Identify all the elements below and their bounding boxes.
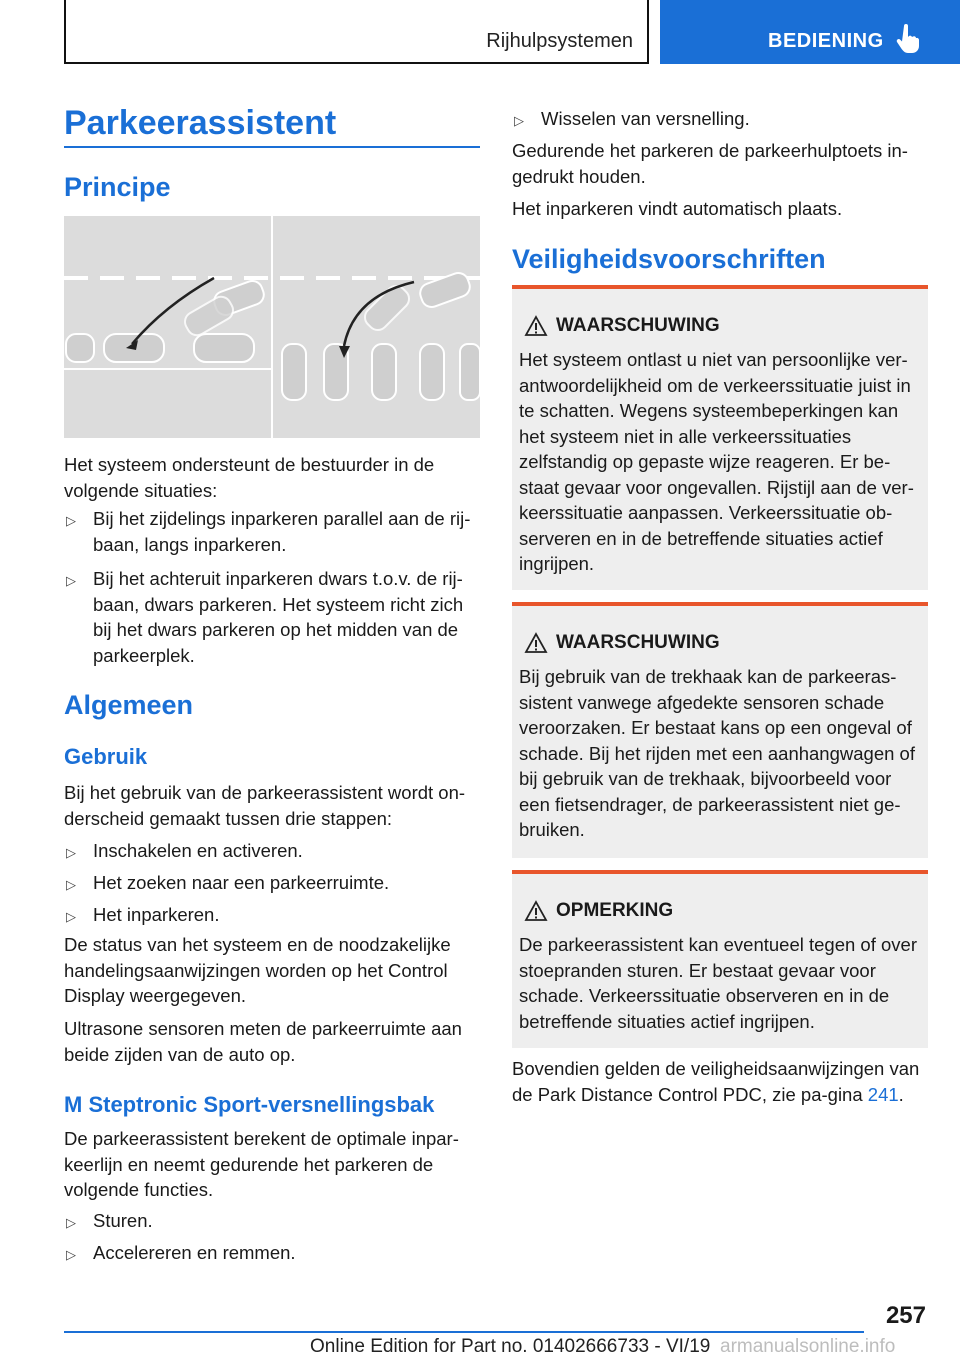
title-rule (64, 146, 480, 148)
list-item: ▷ Accelereren en remmen. (64, 1240, 480, 1266)
list-item: ▷ Sturen. (64, 1208, 480, 1234)
triangle-bullet-icon: ▷ (66, 845, 76, 860)
warning-triangle-icon (524, 900, 548, 922)
principe-intro: Het systeem ondersteunt de bestuurder in de volgende situaties: (64, 454, 435, 501)
heading-gebruik: Gebruik (64, 744, 148, 769)
header-section-title: Rijhulpsystemen (486, 30, 633, 52)
page-title: Parkeerassistent (64, 104, 337, 142)
page-link-241[interactable]: 241 (867, 1083, 899, 1105)
page-number: 257 (885, 1302, 926, 1329)
list-item: ▷ Het inparkeren. (64, 902, 480, 928)
heading-algemeen: Algemeen (64, 690, 194, 720)
warning-text: Het systeem ontlast u niet van persoonlijke ver-antwoordelijkheid om de verkeerssituatie juist in te schatten. Wegens systeembeperkingen kan het systeem niet in alle verkeerssituaties zelfstandig op gepaste wijze reageren. Er be-staat gevaar voor ongevallen. Rijstijl aan de ver-keerssituatie aanpassen. Verkeerssituatie ob-serveren en in de betreffende situaties actief ingrijpen. (519, 349, 914, 574)
warning-title: WAARSCHUWING (556, 315, 720, 336)
heading-principe: Principe (64, 172, 171, 202)
hold-text: Gedurende het parkeren de parkeerhulptoets in-gedrukt houden. (512, 140, 908, 187)
header-tab-bediening[interactable] (660, 0, 960, 64)
list-item: ▷ Wisselen van versnelling. (512, 106, 928, 132)
list-item: ▷ Het zoeken naar een parkeerruimte. (64, 870, 480, 896)
footer-edition: Online Edition for Part no. 01402666733 - VI/19 (310, 1336, 711, 1357)
list-item: ▷ Bij het achteruit inparkeren dwars t.o.v. de rij-baan, dwars parkeren. Het systeem richt zich bij het dwars parkeren op het midden van de parkeerplek. (66, 568, 464, 666)
triangle-bullet-icon: ▷ (66, 513, 76, 528)
triangle-bullet-icon: ▷ (66, 909, 76, 924)
header-tab-label: BEDIENING (768, 30, 884, 52)
triangle-bullet-icon: ▷ (66, 1247, 76, 1262)
warning-triangle-icon (524, 315, 548, 337)
triangle-bullet-icon: ▷ (66, 1215, 76, 1230)
status-text: De status van het systeem en de noodzakelijke handelingsaanwijzingen worden op het Control Display weergegeven. (64, 934, 451, 1006)
footer-watermark: armanualsonline.info (720, 1336, 896, 1357)
steptronic-text: De parkeerassistent berekent de optimale inpar-keerlijn en neemt gedurende het parkeren de volgende functies. (64, 1128, 459, 1200)
warning-title: WAARSCHUWING (556, 632, 720, 653)
warning-box (512, 285, 928, 590)
heading-veiligheid: Veiligheidsvoorschriften (512, 244, 826, 274)
triangle-bullet-icon: ▷ (514, 113, 524, 128)
header-section-box (64, 0, 649, 64)
warning-text: Bij gebruik van de trekhaak kan de parkeeras-sistent vanwege afgedekte sensoren schade veroorzaken. Er bestaat kans op een ongeval of schade. Bij het rijden met een aanhangwagen of bij gebruik van de trekhaak, bijvoorbeeld voor een fietsendrager, de parkeerassistent niet ge-bruiken. (519, 666, 915, 840)
hand-pointer-icon (896, 24, 920, 54)
footer-rule (64, 1331, 864, 1333)
warning-triangle-icon (524, 632, 548, 654)
warning-box (512, 602, 928, 858)
notice-title: OPMERKING (556, 900, 674, 921)
pdc-text: Bovendien gelden de veiligheidsaanwijzingen van de Park Distance Control PDC, zie pa-gina 241. (512, 1058, 920, 1105)
heading-steptronic: M Steptronic Sport-versnellingsbak (64, 1092, 435, 1117)
triangle-bullet-icon: ▷ (66, 877, 76, 892)
notice-box (512, 870, 928, 1048)
parking-illustration (64, 216, 480, 438)
notice-text: De parkeerassistent kan eventueel tegen of over stoepranden sturen. Er bestaat gevaar voor schade. Verkeerssituatie observeren en in de betreffende situaties actief ingrijpen. (519, 934, 917, 1032)
list-item: ▷ Inschakelen en activeren. (64, 838, 480, 864)
gebruik-text: Bij het gebruik van de parkeerassistent wordt on-derscheid gemaakt tussen drie stappen: (64, 782, 466, 829)
ultrasone-text: Ultrasone sensoren meten de parkeerruimte aan beide zijden van de auto op. (64, 1018, 462, 1065)
list-item: ▷ Bij het zijdelings inparkeren parallel aan de rij-baan, langs inparkeren. (66, 508, 471, 555)
triangle-bullet-icon: ▷ (66, 573, 76, 588)
auto-text: Het inparkeren vindt automatisch plaats. (512, 198, 843, 219)
